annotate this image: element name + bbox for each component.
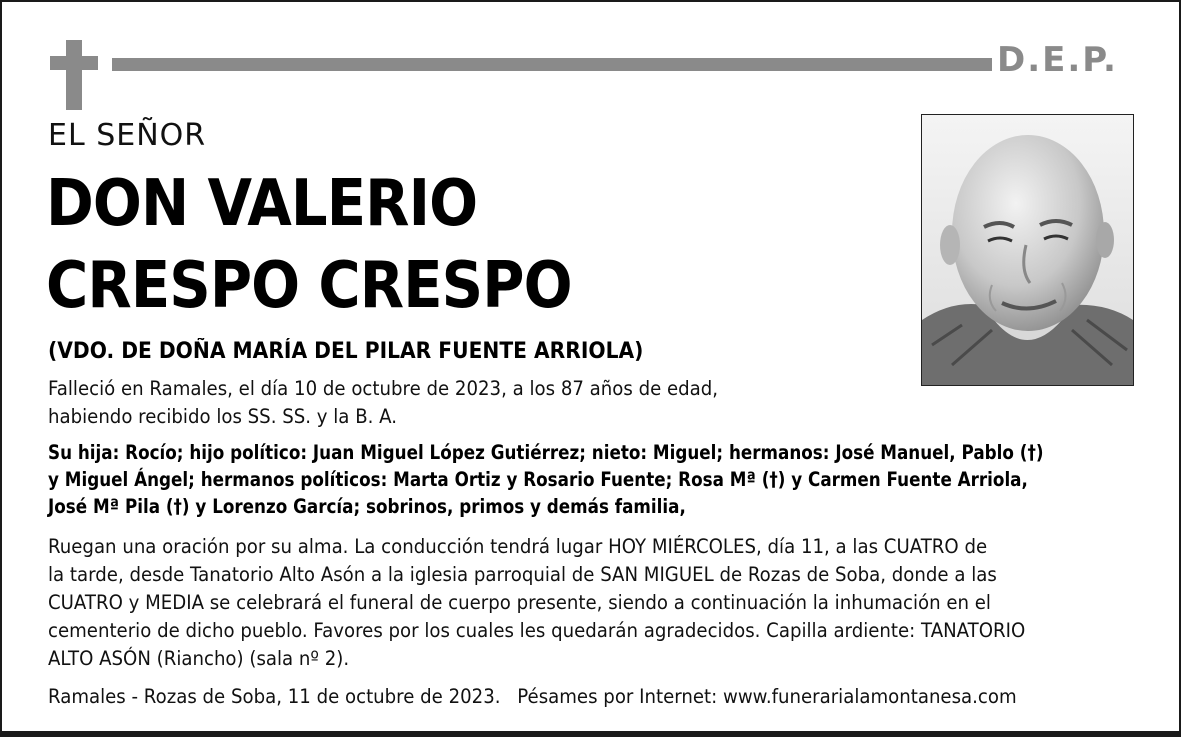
funeral-line: CUATRO y MEDIA se celebrará el funeral de cuerpo presente, siendo a continuación la inhumación en el [48,591,991,614]
portrait-photo-icon [922,115,1133,385]
death-notice-line: habiendo recibido los SS. SS. y la B. A. [48,405,398,428]
place-date: Ramales - Rozas de Soba, 11 de octubre de 2023. [48,685,501,708]
deceased-name-line-1: DON VALERIO [46,167,478,241]
cross-icon [66,40,82,110]
widower-of: (VDO. DE DOÑA MARÍA DEL PILAR FUENTE ARRIOLA) [48,339,644,364]
family-line: y Miguel Ángel; hermanos políticos: Marta Ortiz y Rosario Fuente; Rosa Mª (†) y Carmen Fuente Arriola, [48,468,1028,491]
death-notice [48,375,718,431]
family-line: Su hija: Rocío; hijo político: Juan Miguel López Gutiérrez; nieto: Miguel; hermanos: José Manuel, Pablo (†) [48,441,1044,464]
funeral-line: Ruegan una oración por su alma. La conducción tendrá lugar HOY MIÉRCOLES, día 11, a las CUATRO de [48,535,988,558]
family-line: José Mª Pila (†) y Lorenzo García; sobrinos, primos y demás familia, [48,495,686,518]
deceased-portrait-photo [921,114,1134,386]
footer [48,682,1017,712]
death-notice-line: Falleció en Ramales, el día 10 de octubre de 2023, a los 87 años de edad, [48,377,719,400]
funeral-details [48,533,1025,673]
funeral-line: la tarde, desde Tanatorio Alto Asón a la iglesia parroquial de SAN MIGUEL de Rozas de Soba, donde a las [48,563,997,586]
cross-icon-bar [50,56,98,70]
funeral-line: cementerio de dicho pueblo. Favores por los cuales les quedarán agradecidos. Capilla ardiente: TANATORIO [48,619,1026,642]
honorific: EL SEÑOR [48,118,207,153]
header-rule [112,58,992,71]
deceased-name-line-2: CRESPO CRESPO [46,249,572,323]
condolences-link[interactable]: Pésames por Internet: www.funerarialamontanesa.com [517,685,1017,708]
funeral-line: ALTO ASÓN (Riancho) (sala nº 2). [48,647,350,670]
dep-label: D.E.P. [997,40,1118,80]
family-list [48,439,1043,520]
